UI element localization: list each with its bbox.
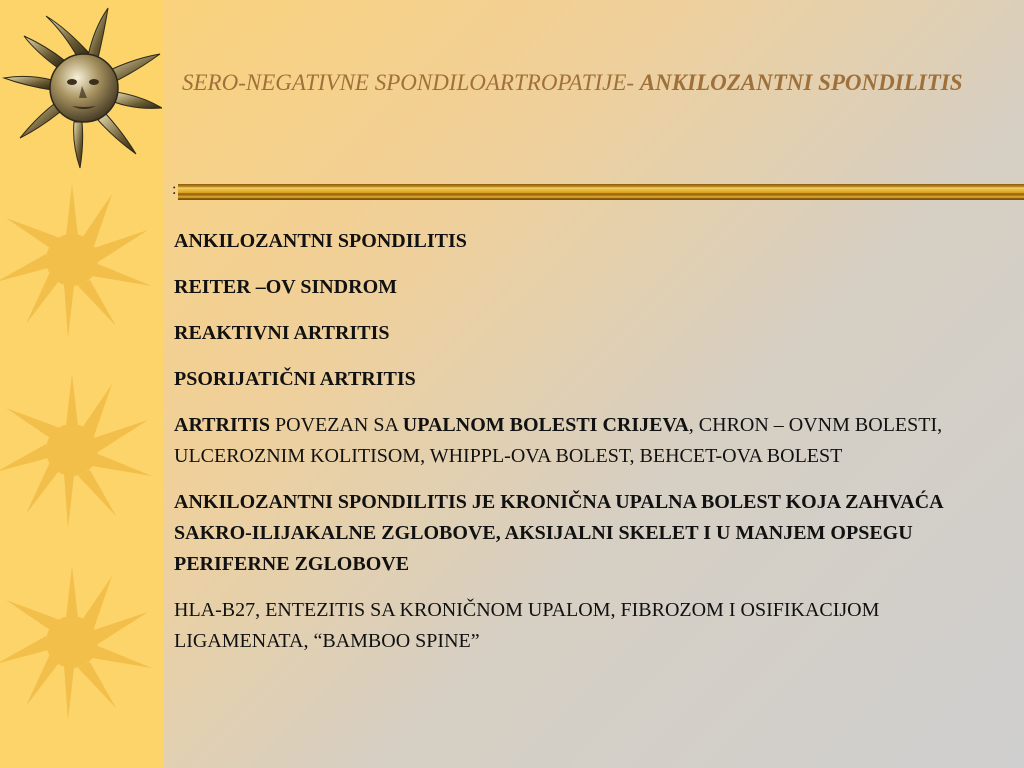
list-item: REAKTIVNI ARTRITIS	[174, 322, 390, 344]
list-item	[174, 410, 1004, 472]
title-divider	[178, 182, 1024, 202]
sun-icon	[0, 560, 164, 720]
item5-part2: POVEZAN SA	[270, 414, 403, 436]
item5-part1: ARTRITIS	[174, 414, 270, 436]
item5-part3: UPALNOM BOLESTI CRIJEVA	[402, 414, 689, 436]
colon-mark: :	[172, 181, 177, 198]
sun-icon	[0, 368, 164, 528]
title-bold: ANKILOZANTNI SPONDILITIS	[639, 70, 963, 95]
slide-content	[174, 226, 1004, 672]
list-item: ANKILOZANTNI SPONDILITIS JE KRONIČNA UPALNA BOLEST KOJA ZAHVAĆA SAKRO-ILIJAKALNE ZGLOBOVE, AKSIJALNI SKELET I U MANJEM OPSEGU PERIFERNE ZGLOBOVE	[174, 491, 943, 575]
item5-part4: , CHRON – OVNM BOLESTI, ULCEROZNIM KOLITISOM, WHIPPL-OVA BOLEST, BEHCET-OVA BOLEST	[174, 414, 943, 467]
list-item: PSORIJATIČNI ARTRITIS	[174, 368, 416, 390]
list-item: REITER –OV SINDROM	[174, 276, 397, 298]
title-normal: SERO-NEGATIVNE SPONDILOARTROPATIJE-	[182, 70, 640, 95]
list-item: HLA-B27, ENTEZITIS SA KRONIČNOM UPALOM, FIBROZOM I OSIFIKACIJOM LIGAMENATA, “BAMBOO SPINE”	[174, 599, 880, 652]
slide-title	[182, 66, 1002, 99]
sun-face-icon	[2, 2, 162, 172]
sun-icon	[0, 178, 164, 338]
list-item: ANKILOZANTNI SPONDILITIS	[174, 230, 467, 252]
